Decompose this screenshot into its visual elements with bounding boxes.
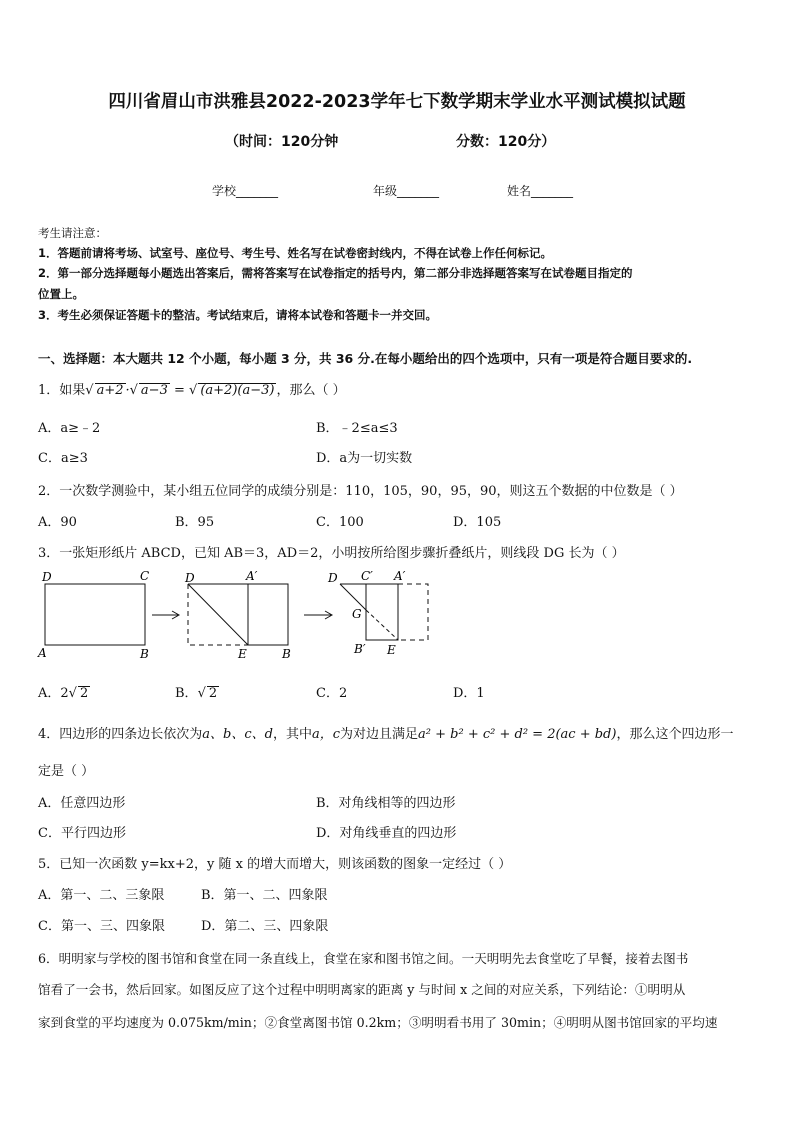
q3-option-b: B．√ 2: [175, 686, 218, 701]
q1-sqrt2: a−3: [140, 383, 168, 398]
q5-option-d: D．第二、三、四象限: [201, 919, 329, 934]
question-1: 1．如果√ a+2 ·√ a−3 = √ (a+2)(a−3) ，那么（ ）: [38, 383, 346, 398]
label-c3p: C′: [361, 569, 373, 583]
q1-eq: =: [173, 383, 185, 398]
question-6-line1: 6．明明家与学校的图书馆和食堂在同一条直线上，食堂在家和图书馆之间。一天明明先去食堂吃了早餐，接着去图书: [38, 951, 689, 966]
q1-suffix: ，那么（ ）: [276, 383, 346, 398]
q2-option-c: C．100: [316, 515, 364, 530]
page-title: 四川省眉山市洪雅县2022-2023学年七下数学期末学业水平测试模拟试题: [108, 92, 686, 112]
q1-prefix: 1．如果: [38, 383, 86, 398]
exam-time: （时间：120分钟: [225, 134, 339, 150]
question-4: 4．四边形的四条边长依次为a、b、c、d，其中a，c为对边且满足a² + b² + c² + d² = 2(ac + bd)，那么这个四边形一: [38, 727, 734, 742]
q4-formula: a² + b² + c² + d² = 2(ac + bd): [418, 727, 617, 742]
note-item: 3．考生必须保证答题卡的整洁。考试结束后，请将本试卷和答题卡一并交回。: [38, 308, 437, 322]
label-b2: B: [282, 647, 291, 661]
q1-option-d: D．a为一切实数: [316, 451, 413, 466]
label-e3: E: [387, 643, 396, 657]
q4-option-d: D．对角线垂直的四边形: [316, 826, 457, 841]
exam-score: 分数：120分）: [456, 134, 556, 150]
label-e2: E: [238, 647, 247, 661]
q5-option-b: B．第一、二、四象限: [201, 888, 328, 903]
fold-diagram: [30, 565, 450, 665]
q1-option-a: A．a≥﹣2: [38, 421, 101, 436]
grade-field: 年级_______: [373, 184, 440, 198]
question-2: 2．一次数学测验中，某小组五位同学的成绩分别是：110，105，90，95，90，则这五个数据的中位数是（ ）: [38, 484, 683, 499]
school-field: 学校_______: [212, 184, 279, 198]
q2-option-a: A．90: [38, 515, 77, 530]
rect-abcd: [45, 584, 145, 645]
q5-option-c: C．第一、三、四象限: [38, 919, 165, 934]
q2-option-b: B．95: [175, 515, 215, 530]
q4-option-a: A．任意四边形: [38, 796, 126, 811]
question-6-line3: 家到食堂的平均速度为 0.075km/min；②食堂离图书馆 0.2km；③明明看书用了 30min；④明明从图书馆回家的平均速: [38, 1015, 718, 1030]
question-5: 5．已知一次函数 y=kx+2，y 随 x 的增大而增大，则该函数的图象一定经过（ ）: [38, 857, 512, 872]
fig3-rect: [366, 584, 398, 640]
q1-option-b: B．﹣2≤a≤3: [316, 421, 398, 436]
label-d1: D: [42, 570, 52, 584]
note-item: 位置上。: [38, 287, 84, 301]
fig3-fold-dashed: [366, 610, 398, 640]
label-a3p: A′: [394, 569, 406, 583]
question-3: 3．一张矩形纸片 ABCD，已知 AB＝3，AD＝2，小明按所给图步骤折叠纸片，则线段 DG 长为（ ）: [38, 546, 625, 561]
q1-option-c: C．a≥3: [38, 451, 88, 466]
q3-option-a: A．2√ 2: [38, 686, 89, 701]
label-c1: C: [140, 569, 150, 583]
question-6-line2: 馆看了一会书，然后回家。如图反应了这个过程中明明离家的距离 y 与时间 x 之间的对应关系，下列结论：①明明从: [38, 982, 686, 997]
label-b1: B: [140, 647, 149, 661]
q1-sqrt3: (a+2)(a−3): [200, 383, 275, 398]
notes-heading: 考生请注意：: [38, 226, 107, 240]
q5-option-a: A．第一、二、三象限: [38, 888, 165, 903]
note-item: 2．第一部分选择题每小题选出答案后，需将答案写在试卷指定的括号内，第二部分非选择题答案写在试卷题目指定的: [38, 266, 633, 280]
fig2-fold: [188, 584, 248, 645]
q2-option-d: D．105: [453, 515, 502, 530]
q1-sqrt1: a+2: [96, 383, 124, 398]
label-a2p: A′: [246, 569, 258, 583]
section-heading: 一、选择题：本大题共 12 个小题，每小题 3 分，共 36 分.在每小题给出的四个选项中，只有一项是符合题目要求的.: [38, 351, 693, 366]
q3-option-c: C．2: [316, 686, 348, 701]
label-d2: D: [185, 571, 195, 585]
q3-option-d: D．1: [453, 686, 485, 701]
q4-option-c: C．平行四边形: [38, 826, 126, 841]
fig2-solid: [188, 584, 288, 645]
name-field: 姓名_______: [507, 184, 574, 198]
label-g3: G: [352, 607, 362, 621]
label-b3p: B′: [354, 642, 366, 656]
q4-option-b: B．对角线相等的四边形: [316, 796, 456, 811]
label-d3: D: [328, 571, 338, 585]
question-4-line2: 定是（ ）: [38, 764, 95, 779]
note-item: 1．答题前请将考场、试室号、座位号、考生号、姓名写在试卷密封线内，不得在试卷上作任何标记。: [38, 246, 552, 260]
label-a1: A: [38, 646, 47, 660]
fig3-dashed-right: [398, 584, 428, 640]
